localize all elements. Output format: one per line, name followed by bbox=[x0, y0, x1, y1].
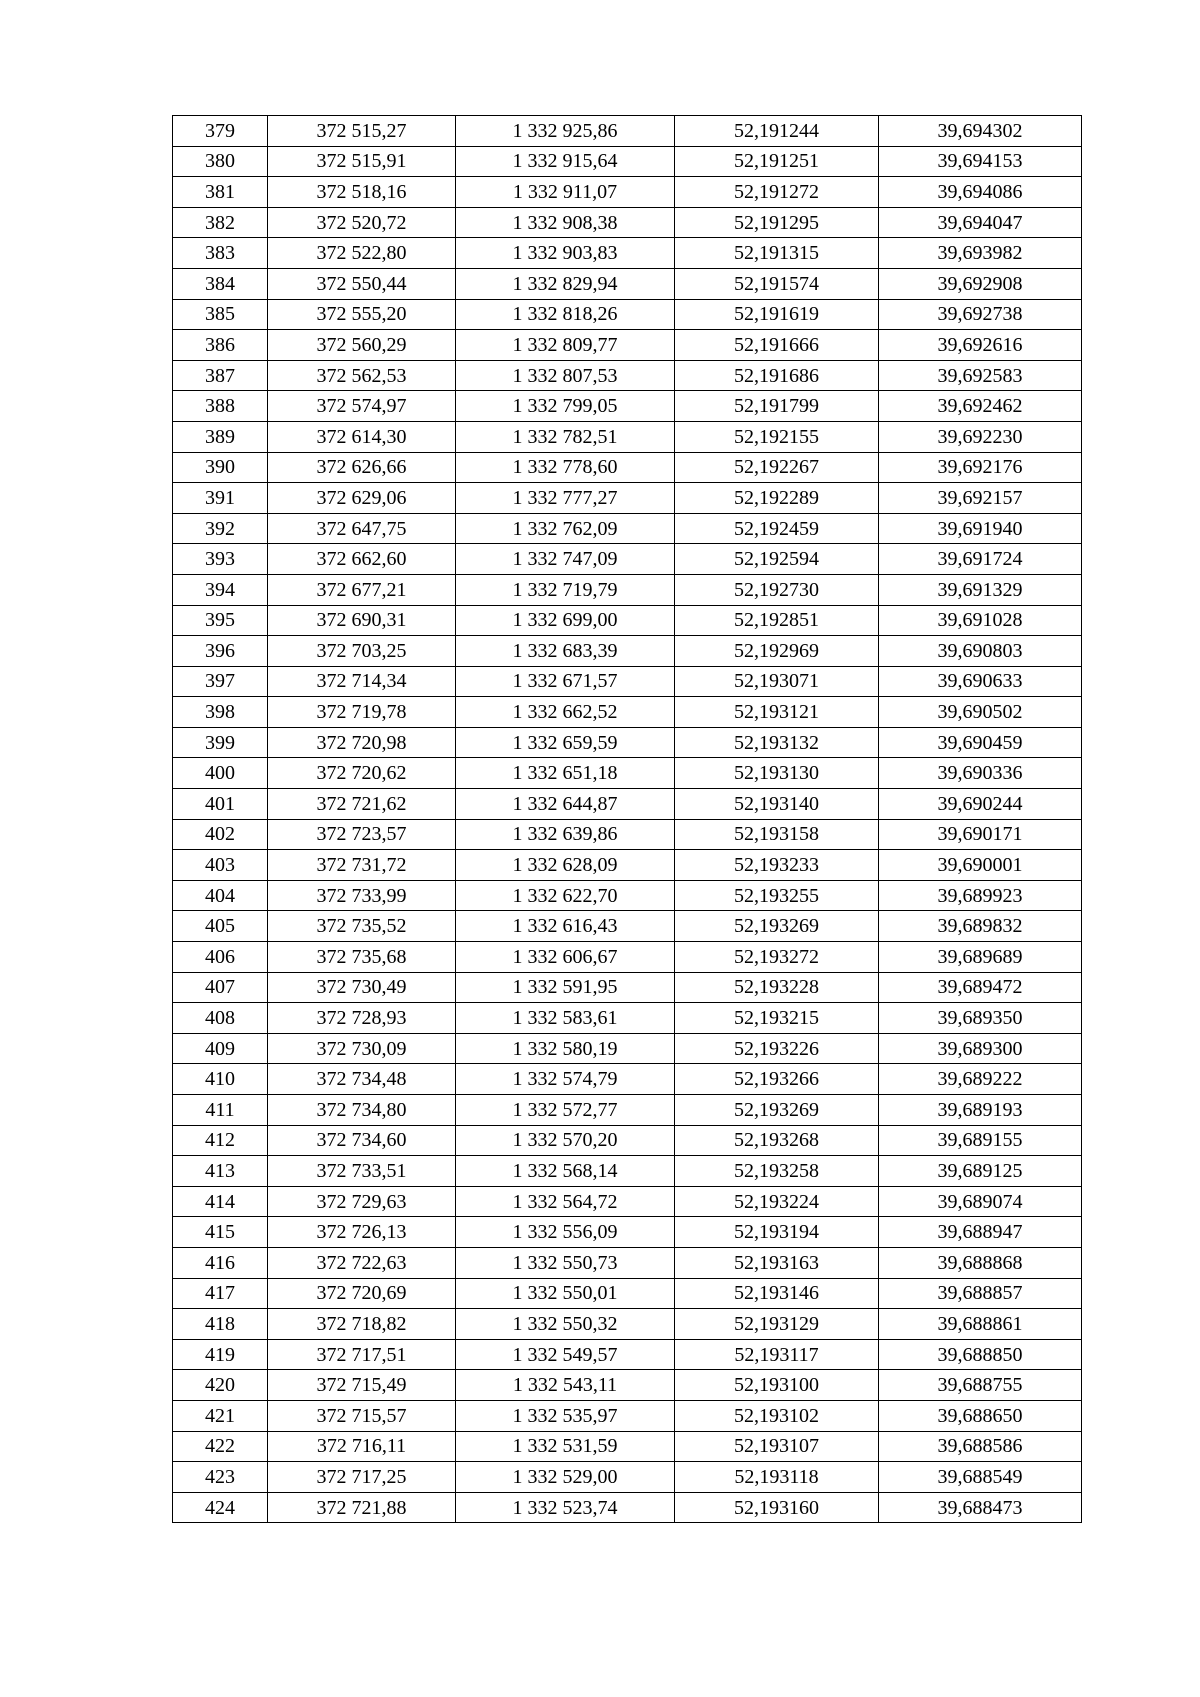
x-coordinate-cell: 372 733,51 bbox=[268, 1156, 456, 1187]
longitude-cell: 39,688868 bbox=[879, 1247, 1082, 1278]
x-coordinate-cell: 372 703,25 bbox=[268, 636, 456, 667]
point-number-cell: 385 bbox=[173, 299, 268, 330]
longitude-cell: 39,694086 bbox=[879, 177, 1082, 208]
table-row bbox=[173, 1125, 1082, 1156]
table-row bbox=[173, 299, 1082, 330]
x-coordinate-cell: 372 719,78 bbox=[268, 697, 456, 728]
table-row bbox=[173, 605, 1082, 636]
x-coordinate-cell: 372 574,97 bbox=[268, 391, 456, 422]
point-number-cell: 383 bbox=[173, 238, 268, 269]
x-coordinate-cell: 372 677,21 bbox=[268, 574, 456, 605]
x-coordinate-cell: 372 690,31 bbox=[268, 605, 456, 636]
latitude-cell: 52,193269 bbox=[675, 1095, 879, 1126]
latitude-cell: 52,191666 bbox=[675, 330, 879, 361]
y-coordinate-cell: 1 332 747,09 bbox=[456, 544, 675, 575]
longitude-cell: 39,688861 bbox=[879, 1309, 1082, 1340]
longitude-cell: 39,689832 bbox=[879, 911, 1082, 942]
y-coordinate-cell: 1 332 671,57 bbox=[456, 666, 675, 697]
latitude-cell: 52,193140 bbox=[675, 789, 879, 820]
longitude-cell: 39,690336 bbox=[879, 758, 1082, 789]
x-coordinate-cell: 372 515,27 bbox=[268, 116, 456, 147]
y-coordinate-cell: 1 332 908,38 bbox=[456, 207, 675, 238]
table-row bbox=[173, 1278, 1082, 1309]
x-coordinate-cell: 372 721,62 bbox=[268, 789, 456, 820]
x-coordinate-cell: 372 515,91 bbox=[268, 146, 456, 177]
longitude-cell: 39,694047 bbox=[879, 207, 1082, 238]
y-coordinate-cell: 1 332 829,94 bbox=[456, 268, 675, 299]
point-number-cell: 386 bbox=[173, 330, 268, 361]
latitude-cell: 52,192730 bbox=[675, 574, 879, 605]
latitude-cell: 52,193224 bbox=[675, 1186, 879, 1217]
table-row bbox=[173, 177, 1082, 208]
y-coordinate-cell: 1 332 568,14 bbox=[456, 1156, 675, 1187]
longitude-cell: 39,688549 bbox=[879, 1462, 1082, 1493]
latitude-cell: 52,193228 bbox=[675, 972, 879, 1003]
point-number-cell: 392 bbox=[173, 513, 268, 544]
longitude-cell: 39,692230 bbox=[879, 421, 1082, 452]
longitude-cell: 39,689300 bbox=[879, 1033, 1082, 1064]
x-coordinate-cell: 372 726,13 bbox=[268, 1217, 456, 1248]
latitude-cell: 52,192267 bbox=[675, 452, 879, 483]
latitude-cell: 52,193160 bbox=[675, 1492, 879, 1523]
table-row bbox=[173, 1186, 1082, 1217]
table-row bbox=[173, 391, 1082, 422]
y-coordinate-cell: 1 332 662,52 bbox=[456, 697, 675, 728]
x-coordinate-cell: 372 555,20 bbox=[268, 299, 456, 330]
latitude-cell: 52,193233 bbox=[675, 850, 879, 881]
y-coordinate-cell: 1 332 799,05 bbox=[456, 391, 675, 422]
x-coordinate-cell: 372 718,82 bbox=[268, 1309, 456, 1340]
table-row bbox=[173, 850, 1082, 881]
x-coordinate-cell: 372 730,09 bbox=[268, 1033, 456, 1064]
x-coordinate-cell: 372 720,98 bbox=[268, 727, 456, 758]
latitude-cell: 52,193158 bbox=[675, 819, 879, 850]
point-number-cell: 423 bbox=[173, 1462, 268, 1493]
point-number-cell: 420 bbox=[173, 1370, 268, 1401]
point-number-cell: 417 bbox=[173, 1278, 268, 1309]
point-number-cell: 414 bbox=[173, 1186, 268, 1217]
longitude-cell: 39,689472 bbox=[879, 972, 1082, 1003]
y-coordinate-cell: 1 332 580,19 bbox=[456, 1033, 675, 1064]
y-coordinate-cell: 1 332 809,77 bbox=[456, 330, 675, 361]
table-row bbox=[173, 697, 1082, 728]
table-row bbox=[173, 1400, 1082, 1431]
point-number-cell: 380 bbox=[173, 146, 268, 177]
table-row bbox=[173, 238, 1082, 269]
x-coordinate-cell: 372 717,25 bbox=[268, 1462, 456, 1493]
x-coordinate-cell: 372 720,69 bbox=[268, 1278, 456, 1309]
y-coordinate-cell: 1 332 531,59 bbox=[456, 1431, 675, 1462]
longitude-cell: 39,688650 bbox=[879, 1400, 1082, 1431]
latitude-cell: 52,191244 bbox=[675, 116, 879, 147]
longitude-cell: 39,694153 bbox=[879, 146, 1082, 177]
y-coordinate-cell: 1 332 529,00 bbox=[456, 1462, 675, 1493]
coordinates-table bbox=[172, 115, 1082, 1523]
latitude-cell: 52,193121 bbox=[675, 697, 879, 728]
x-coordinate-cell: 372 562,53 bbox=[268, 360, 456, 391]
longitude-cell: 39,689125 bbox=[879, 1156, 1082, 1187]
longitude-cell: 39,691028 bbox=[879, 605, 1082, 636]
point-number-cell: 419 bbox=[173, 1339, 268, 1370]
point-number-cell: 397 bbox=[173, 666, 268, 697]
x-coordinate-cell: 372 647,75 bbox=[268, 513, 456, 544]
point-number-cell: 394 bbox=[173, 574, 268, 605]
table-row bbox=[173, 1033, 1082, 1064]
x-coordinate-cell: 372 735,52 bbox=[268, 911, 456, 942]
longitude-cell: 39,691940 bbox=[879, 513, 1082, 544]
y-coordinate-cell: 1 332 782,51 bbox=[456, 421, 675, 452]
y-coordinate-cell: 1 332 583,61 bbox=[456, 1003, 675, 1034]
y-coordinate-cell: 1 332 818,26 bbox=[456, 299, 675, 330]
latitude-cell: 52,193269 bbox=[675, 911, 879, 942]
latitude-cell: 52,191574 bbox=[675, 268, 879, 299]
y-coordinate-cell: 1 332 911,07 bbox=[456, 177, 675, 208]
y-coordinate-cell: 1 332 903,83 bbox=[456, 238, 675, 269]
point-number-cell: 384 bbox=[173, 268, 268, 299]
latitude-cell: 52,192969 bbox=[675, 636, 879, 667]
latitude-cell: 52,193226 bbox=[675, 1033, 879, 1064]
point-number-cell: 405 bbox=[173, 911, 268, 942]
longitude-cell: 39,690633 bbox=[879, 666, 1082, 697]
table-row bbox=[173, 972, 1082, 1003]
longitude-cell: 39,690001 bbox=[879, 850, 1082, 881]
longitude-cell: 39,692616 bbox=[879, 330, 1082, 361]
y-coordinate-cell: 1 332 574,79 bbox=[456, 1064, 675, 1095]
y-coordinate-cell: 1 332 807,53 bbox=[456, 360, 675, 391]
table-row bbox=[173, 207, 1082, 238]
latitude-cell: 52,193266 bbox=[675, 1064, 879, 1095]
point-number-cell: 391 bbox=[173, 483, 268, 514]
latitude-cell: 52,193255 bbox=[675, 880, 879, 911]
table-row bbox=[173, 574, 1082, 605]
longitude-cell: 39,691724 bbox=[879, 544, 1082, 575]
latitude-cell: 52,193118 bbox=[675, 1462, 879, 1493]
table-row bbox=[173, 758, 1082, 789]
y-coordinate-cell: 1 332 543,11 bbox=[456, 1370, 675, 1401]
latitude-cell: 52,192459 bbox=[675, 513, 879, 544]
x-coordinate-cell: 372 629,06 bbox=[268, 483, 456, 514]
longitude-cell: 39,691329 bbox=[879, 574, 1082, 605]
point-number-cell: 393 bbox=[173, 544, 268, 575]
y-coordinate-cell: 1 332 762,09 bbox=[456, 513, 675, 544]
point-number-cell: 410 bbox=[173, 1064, 268, 1095]
table-row bbox=[173, 513, 1082, 544]
point-number-cell: 416 bbox=[173, 1247, 268, 1278]
longitude-cell: 39,692462 bbox=[879, 391, 1082, 422]
y-coordinate-cell: 1 332 699,00 bbox=[456, 605, 675, 636]
longitude-cell: 39,692583 bbox=[879, 360, 1082, 391]
y-coordinate-cell: 1 332 915,64 bbox=[456, 146, 675, 177]
longitude-cell: 39,689923 bbox=[879, 880, 1082, 911]
y-coordinate-cell: 1 332 549,57 bbox=[456, 1339, 675, 1370]
table-row bbox=[173, 1431, 1082, 1462]
y-coordinate-cell: 1 332 523,74 bbox=[456, 1492, 675, 1523]
longitude-cell: 39,688755 bbox=[879, 1370, 1082, 1401]
latitude-cell: 52,193130 bbox=[675, 758, 879, 789]
table-row bbox=[173, 360, 1082, 391]
x-coordinate-cell: 372 729,63 bbox=[268, 1186, 456, 1217]
x-coordinate-cell: 372 733,99 bbox=[268, 880, 456, 911]
y-coordinate-cell: 1 332 572,77 bbox=[456, 1095, 675, 1126]
table-row bbox=[173, 421, 1082, 452]
latitude-cell: 52,191686 bbox=[675, 360, 879, 391]
point-number-cell: 422 bbox=[173, 1431, 268, 1462]
point-number-cell: 396 bbox=[173, 636, 268, 667]
point-number-cell: 407 bbox=[173, 972, 268, 1003]
y-coordinate-cell: 1 332 550,01 bbox=[456, 1278, 675, 1309]
latitude-cell: 52,191799 bbox=[675, 391, 879, 422]
longitude-cell: 39,692738 bbox=[879, 299, 1082, 330]
latitude-cell: 52,192155 bbox=[675, 421, 879, 452]
latitude-cell: 52,191251 bbox=[675, 146, 879, 177]
x-coordinate-cell: 372 723,57 bbox=[268, 819, 456, 850]
point-number-cell: 395 bbox=[173, 605, 268, 636]
point-number-cell: 421 bbox=[173, 1400, 268, 1431]
longitude-cell: 39,689222 bbox=[879, 1064, 1082, 1095]
latitude-cell: 52,191315 bbox=[675, 238, 879, 269]
point-number-cell: 387 bbox=[173, 360, 268, 391]
point-number-cell: 408 bbox=[173, 1003, 268, 1034]
point-number-cell: 379 bbox=[173, 116, 268, 147]
longitude-cell: 39,689350 bbox=[879, 1003, 1082, 1034]
x-coordinate-cell: 372 662,60 bbox=[268, 544, 456, 575]
latitude-cell: 52,193129 bbox=[675, 1309, 879, 1340]
table-row bbox=[173, 146, 1082, 177]
point-number-cell: 406 bbox=[173, 942, 268, 973]
y-coordinate-cell: 1 332 591,95 bbox=[456, 972, 675, 1003]
x-coordinate-cell: 372 734,48 bbox=[268, 1064, 456, 1095]
table-row bbox=[173, 483, 1082, 514]
x-coordinate-cell: 372 717,51 bbox=[268, 1339, 456, 1370]
point-number-cell: 381 bbox=[173, 177, 268, 208]
point-number-cell: 399 bbox=[173, 727, 268, 758]
table-row bbox=[173, 1247, 1082, 1278]
latitude-cell: 52,193107 bbox=[675, 1431, 879, 1462]
table-row bbox=[173, 1492, 1082, 1523]
x-coordinate-cell: 372 728,93 bbox=[268, 1003, 456, 1034]
point-number-cell: 400 bbox=[173, 758, 268, 789]
x-coordinate-cell: 372 720,62 bbox=[268, 758, 456, 789]
latitude-cell: 52,193258 bbox=[675, 1156, 879, 1187]
point-number-cell: 418 bbox=[173, 1309, 268, 1340]
x-coordinate-cell: 372 734,60 bbox=[268, 1125, 456, 1156]
table-row bbox=[173, 1370, 1082, 1401]
x-coordinate-cell: 372 550,44 bbox=[268, 268, 456, 299]
longitude-cell: 39,693982 bbox=[879, 238, 1082, 269]
point-number-cell: 409 bbox=[173, 1033, 268, 1064]
longitude-cell: 39,689074 bbox=[879, 1186, 1082, 1217]
y-coordinate-cell: 1 332 550,73 bbox=[456, 1247, 675, 1278]
longitude-cell: 39,689193 bbox=[879, 1095, 1082, 1126]
y-coordinate-cell: 1 332 639,86 bbox=[456, 819, 675, 850]
y-coordinate-cell: 1 332 651,18 bbox=[456, 758, 675, 789]
latitude-cell: 52,193117 bbox=[675, 1339, 879, 1370]
table-row bbox=[173, 544, 1082, 575]
table-row bbox=[173, 636, 1082, 667]
point-number-cell: 398 bbox=[173, 697, 268, 728]
longitude-cell: 39,692908 bbox=[879, 268, 1082, 299]
longitude-cell: 39,688850 bbox=[879, 1339, 1082, 1370]
longitude-cell: 39,692157 bbox=[879, 483, 1082, 514]
table-row bbox=[173, 1217, 1082, 1248]
point-number-cell: 382 bbox=[173, 207, 268, 238]
point-number-cell: 402 bbox=[173, 819, 268, 850]
x-coordinate-cell: 372 734,80 bbox=[268, 1095, 456, 1126]
table-row bbox=[173, 1003, 1082, 1034]
x-coordinate-cell: 372 715,57 bbox=[268, 1400, 456, 1431]
longitude-cell: 39,688947 bbox=[879, 1217, 1082, 1248]
table-row bbox=[173, 1095, 1082, 1126]
point-number-cell: 401 bbox=[173, 789, 268, 820]
point-number-cell: 404 bbox=[173, 880, 268, 911]
point-number-cell: 411 bbox=[173, 1095, 268, 1126]
table-row bbox=[173, 727, 1082, 758]
longitude-cell: 39,690244 bbox=[879, 789, 1082, 820]
longitude-cell: 39,688586 bbox=[879, 1431, 1082, 1462]
latitude-cell: 52,193132 bbox=[675, 727, 879, 758]
longitude-cell: 39,690171 bbox=[879, 819, 1082, 850]
latitude-cell: 52,193071 bbox=[675, 666, 879, 697]
longitude-cell: 39,694302 bbox=[879, 116, 1082, 147]
x-coordinate-cell: 372 520,72 bbox=[268, 207, 456, 238]
latitude-cell: 52,193272 bbox=[675, 942, 879, 973]
table-row bbox=[173, 880, 1082, 911]
point-number-cell: 388 bbox=[173, 391, 268, 422]
latitude-cell: 52,193146 bbox=[675, 1278, 879, 1309]
x-coordinate-cell: 372 735,68 bbox=[268, 942, 456, 973]
x-coordinate-cell: 372 715,49 bbox=[268, 1370, 456, 1401]
table-row bbox=[173, 116, 1082, 147]
table-row bbox=[173, 789, 1082, 820]
latitude-cell: 52,191272 bbox=[675, 177, 879, 208]
latitude-cell: 52,191619 bbox=[675, 299, 879, 330]
longitude-cell: 39,690459 bbox=[879, 727, 1082, 758]
table-row bbox=[173, 452, 1082, 483]
x-coordinate-cell: 372 716,11 bbox=[268, 1431, 456, 1462]
table-row bbox=[173, 1309, 1082, 1340]
point-number-cell: 403 bbox=[173, 850, 268, 881]
y-coordinate-cell: 1 332 570,20 bbox=[456, 1125, 675, 1156]
table-row bbox=[173, 1064, 1082, 1095]
y-coordinate-cell: 1 332 777,27 bbox=[456, 483, 675, 514]
latitude-cell: 52,193194 bbox=[675, 1217, 879, 1248]
table-row bbox=[173, 819, 1082, 850]
longitude-cell: 39,692176 bbox=[879, 452, 1082, 483]
y-coordinate-cell: 1 332 683,39 bbox=[456, 636, 675, 667]
longitude-cell: 39,688473 bbox=[879, 1492, 1082, 1523]
latitude-cell: 52,192289 bbox=[675, 483, 879, 514]
y-coordinate-cell: 1 332 925,86 bbox=[456, 116, 675, 147]
y-coordinate-cell: 1 332 622,70 bbox=[456, 880, 675, 911]
latitude-cell: 52,193268 bbox=[675, 1125, 879, 1156]
x-coordinate-cell: 372 721,88 bbox=[268, 1492, 456, 1523]
table-row bbox=[173, 942, 1082, 973]
x-coordinate-cell: 372 560,29 bbox=[268, 330, 456, 361]
latitude-cell: 52,193163 bbox=[675, 1247, 879, 1278]
y-coordinate-cell: 1 332 564,72 bbox=[456, 1186, 675, 1217]
latitude-cell: 52,191295 bbox=[675, 207, 879, 238]
table-row bbox=[173, 1339, 1082, 1370]
x-coordinate-cell: 372 522,80 bbox=[268, 238, 456, 269]
longitude-cell: 39,690502 bbox=[879, 697, 1082, 728]
x-coordinate-cell: 372 731,72 bbox=[268, 850, 456, 881]
y-coordinate-cell: 1 332 659,59 bbox=[456, 727, 675, 758]
y-coordinate-cell: 1 332 644,87 bbox=[456, 789, 675, 820]
point-number-cell: 390 bbox=[173, 452, 268, 483]
table-row bbox=[173, 1156, 1082, 1187]
y-coordinate-cell: 1 332 606,67 bbox=[456, 942, 675, 973]
point-number-cell: 413 bbox=[173, 1156, 268, 1187]
table-row bbox=[173, 666, 1082, 697]
longitude-cell: 39,689689 bbox=[879, 942, 1082, 973]
point-number-cell: 389 bbox=[173, 421, 268, 452]
x-coordinate-cell: 372 626,66 bbox=[268, 452, 456, 483]
table-row bbox=[173, 330, 1082, 361]
y-coordinate-cell: 1 332 778,60 bbox=[456, 452, 675, 483]
y-coordinate-cell: 1 332 616,43 bbox=[456, 911, 675, 942]
latitude-cell: 52,192594 bbox=[675, 544, 879, 575]
latitude-cell: 52,193102 bbox=[675, 1400, 879, 1431]
latitude-cell: 52,193100 bbox=[675, 1370, 879, 1401]
latitude-cell: 52,192851 bbox=[675, 605, 879, 636]
latitude-cell: 52,193215 bbox=[675, 1003, 879, 1034]
y-coordinate-cell: 1 332 535,97 bbox=[456, 1400, 675, 1431]
x-coordinate-cell: 372 614,30 bbox=[268, 421, 456, 452]
longitude-cell: 39,688857 bbox=[879, 1278, 1082, 1309]
point-number-cell: 424 bbox=[173, 1492, 268, 1523]
point-number-cell: 415 bbox=[173, 1217, 268, 1248]
table-row bbox=[173, 1462, 1082, 1493]
table-row bbox=[173, 911, 1082, 942]
x-coordinate-cell: 372 730,49 bbox=[268, 972, 456, 1003]
longitude-cell: 39,689155 bbox=[879, 1125, 1082, 1156]
y-coordinate-cell: 1 332 550,32 bbox=[456, 1309, 675, 1340]
x-coordinate-cell: 372 714,34 bbox=[268, 666, 456, 697]
coordinates-table-body bbox=[173, 116, 1082, 1523]
x-coordinate-cell: 372 722,63 bbox=[268, 1247, 456, 1278]
longitude-cell: 39,690803 bbox=[879, 636, 1082, 667]
point-number-cell: 412 bbox=[173, 1125, 268, 1156]
table-row bbox=[173, 268, 1082, 299]
x-coordinate-cell: 372 518,16 bbox=[268, 177, 456, 208]
y-coordinate-cell: 1 332 628,09 bbox=[456, 850, 675, 881]
y-coordinate-cell: 1 332 719,79 bbox=[456, 574, 675, 605]
y-coordinate-cell: 1 332 556,09 bbox=[456, 1217, 675, 1248]
